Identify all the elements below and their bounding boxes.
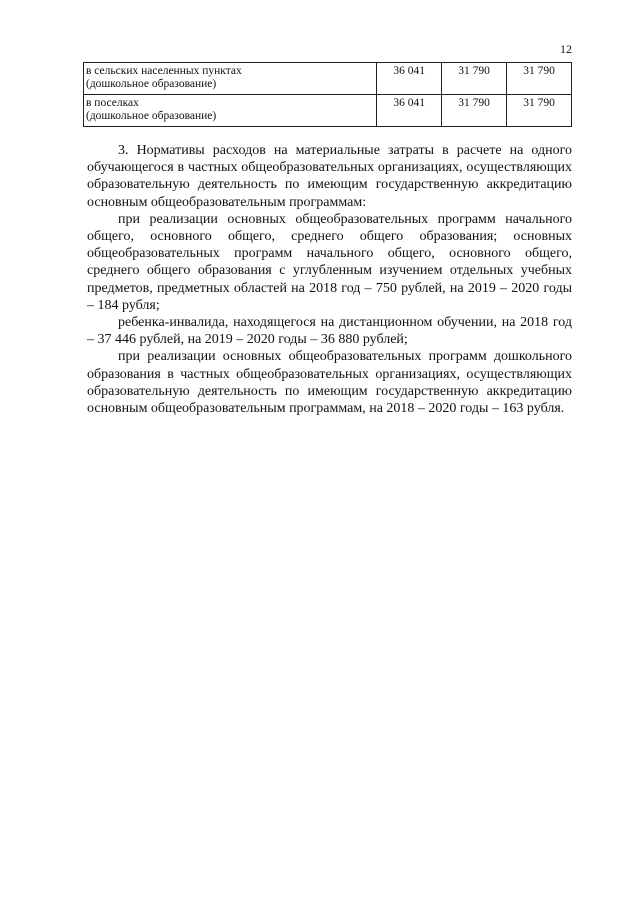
body-text xyxy=(87,142,572,417)
paragraph-disabled-child: ребенка-инвалида, находящегося на дистанционном обучении, на 2018 год – 37 446 рублей, на 2019 – 2020 годы – 36 880 рублей; xyxy=(87,315,572,348)
value-cell-2018: 36 041 xyxy=(377,95,442,127)
row-label-line: в поселках xyxy=(86,97,139,109)
paragraph-section-3: 3. Нормативы расходов на материальные затраты в расчете на одного обучающегося в частных общеобразовательных организациях, осуществляющих образовательную деятельность по имеющим государственную аккредитацию основным общеобразовательным программам: xyxy=(87,143,572,210)
paragraph-general-programs: при реализации основных общеобразовательных программ начального общего, основного общего, среднего общего образования; основных общеобразовательных программ начального общего, основного общего, среднего общего образования с углубленным изучением отдельных учебных предметов, предметных областей на 2018 год – 750 рублей, на 2019 – 2020 годы – 184 рубля; xyxy=(87,211,572,313)
row-label-cell xyxy=(84,63,377,95)
value-cell-2020: 31 790 xyxy=(507,95,572,127)
paragraph-preschool: при реализации основных общеобразовательных программ дошкольного образования в частных общеобразовательных организациях, осуществляющих образовательную деятельность по имеющим государственную аккредитацию основным общеобразовательным программам, на 2018 – 2020 годы – 163 рубля. xyxy=(87,349,572,417)
rates-table xyxy=(83,62,572,127)
row-label-line: (дошкольное образование) xyxy=(86,110,217,122)
value-cell-2018: 36 041 xyxy=(377,63,442,95)
page-number: 12 xyxy=(560,42,572,56)
row-label-line: в сельских населенных пунктах xyxy=(86,65,242,77)
row-label-cell xyxy=(84,95,377,127)
row-label-line: (дошкольное образование) xyxy=(86,78,217,90)
value-cell-2020: 31 790 xyxy=(507,63,572,95)
value-cell-2019: 31 790 xyxy=(442,95,507,127)
table-row xyxy=(84,63,572,95)
value-cell-2019: 31 790 xyxy=(442,63,507,95)
table-row xyxy=(84,95,572,127)
